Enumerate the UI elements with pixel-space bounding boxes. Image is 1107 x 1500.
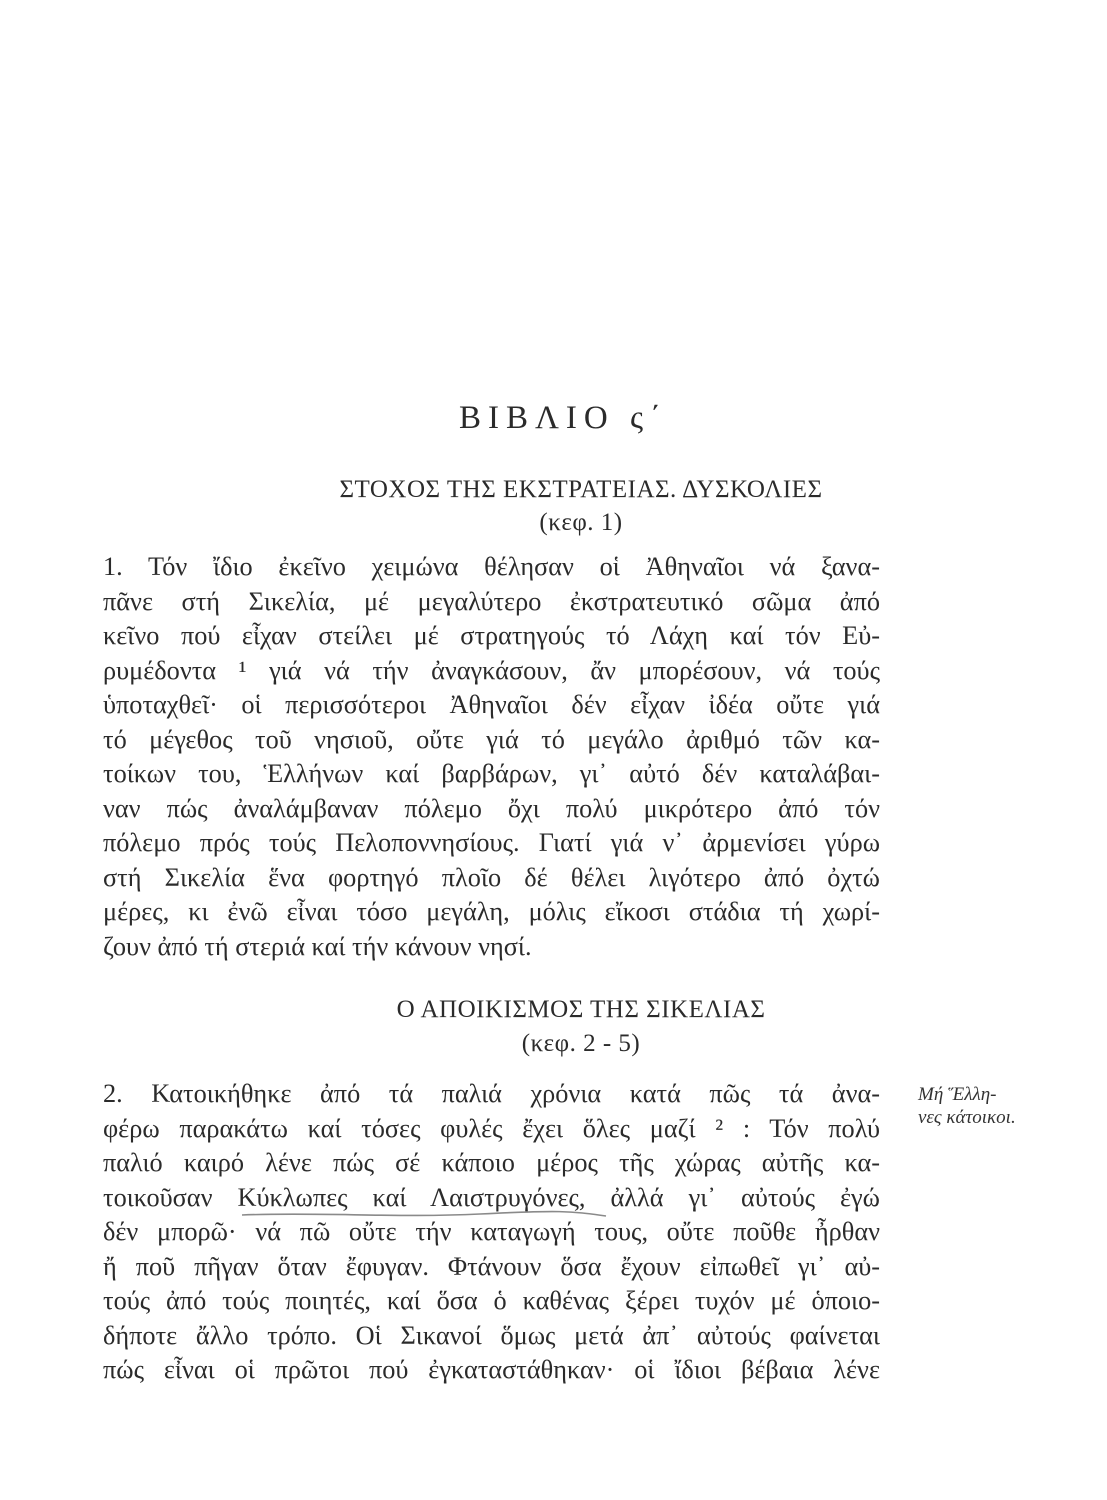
- margin-note: [918, 1083, 1068, 1129]
- section-chapter-ref: (κεφ. 2 - 5): [521, 1030, 641, 1057]
- text-line: πόλεμο πρός τούς Πελοποννησίους. Γιατί γιά ν᾽ ἀρμενίσει γύρω: [103, 828, 880, 857]
- margin-note-line: Μή Ἕλλη-: [918, 1084, 997, 1105]
- text-line: ὑποταχθεῖ· οἱ περισσότεροι Ἀθηναῖοι δέν εἶχαν ἰδέα οὔτε γιά: [103, 690, 880, 719]
- section-heading: ΣΤΟΧΟΣ ΤΗΣ ΕΚΣΤΡΑΤΕΙΑΣ. ΔΥΣΚΟΛΙΕΣ: [339, 476, 823, 503]
- text-line: ρυμέδοντα ¹ γιά νά τήν ἀναγκάσουν, ἄν μπορέσουν, νά τούς: [103, 655, 880, 685]
- text-line: παλιό καιρό λένε πώς σέ κάποιο μέρος τῆς χώρας αὐτῆς κα-: [103, 1148, 880, 1177]
- text-line: ναν πώς ἀναλάμβαναν πόλεμο ὄχι πολύ μικρότερο ἀπό τόν: [103, 793, 880, 823]
- text-line: πᾶνε στή Σικελία, μέ μεγαλύτερο ἐκστρατευτικό σῶμα ἀπό: [103, 586, 880, 616]
- text-line: μέρες, κι ἐνῶ εἶναι τόσο μεγάλη, μόλις εἴκοσι στάδια τή χωρί-: [103, 897, 880, 926]
- paragraph-1: [103, 550, 880, 964]
- text-line: 1. Τόν ἴδιο ἐκεῖνο χειμώνα θέλησαν οἱ Ἀθηναῖοι νά ξανα-: [103, 552, 880, 581]
- text-line: τοικοῦσαν Κύκλωπες καί Λαιστρυγόνες, ἀλλά γι᾽ αὐτούς ἐγώ: [103, 1182, 880, 1212]
- text-line: στή Σικελία ἕνα φορτηγό πλοῖο δέ θέλει λιγότερο ἀπό ὀχτώ: [103, 862, 880, 892]
- text-line: τό μέγεθος τοῦ νησιοῦ, οὔτε γιά τό μεγάλο ἀριθμό τῶν κα-: [103, 724, 880, 754]
- text-line: δήποτε ἄλλο τρόπο. Οἱ Σικανοί ὅμως μετά ἀπ᾽ αὐτούς φαίνεται: [103, 1320, 880, 1350]
- book-title: ΒΙΒΛΙΟ ς΄: [458, 400, 669, 436]
- margin-note-line: νες κάτοικοι.: [918, 1107, 1016, 1128]
- text-line: ζουν ἀπό τή στεριά καί τήν κάνουν νησί.: [103, 931, 532, 961]
- paragraph-2: [103, 1077, 880, 1388]
- text-line: πώς εἶναι οἱ πρῶτοι πού ἐγκαταστάθηκαν· οἱ ἴδιοι βέβαια λένε: [103, 1355, 880, 1384]
- pencil-underline: [240, 1209, 610, 1223]
- text-line: φέρω παρακάτω καί τόσες φυλές ἔχει ὅλες μαζί ² : Τόν πολύ: [103, 1113, 880, 1143]
- text-line: τοίκων του, Ἑλλήνων καί βαρβάρων, γι᾽ αὐτό δέν καταλάβαι-: [103, 759, 880, 788]
- section-chapter-ref: (κεφ. 1): [539, 509, 623, 536]
- text-line: 2. Κατοικήθηκε ἀπό τά παλιά χρόνια κατά πῶς τά ἀνα-: [103, 1079, 880, 1108]
- text-line: δέν μπορῶ· νά πῶ οὔτε τήν καταγωγή τους, οὔτε ποῦθε ἦρθαν: [103, 1217, 880, 1246]
- text-line: κεῖνο πού εἶχαν στείλει μέ στρατηγούς τό Λάχη καί τόν Εὐ-: [103, 621, 880, 650]
- text-line: τούς ἀπό τούς ποιητές, καί ὅσα ὁ καθένας ξέρει τυχόν μέ ὁποιο-: [103, 1286, 880, 1315]
- text-line: ἤ ποῦ πῆγαν ὅταν ἔφυγαν. Φτάνουν ὅσα ἔχουν εἰπωθεῖ γι᾽ αὐ-: [103, 1251, 880, 1281]
- section-heading: Ο ΑΠΟΙΚΙΣΜΟΣ ΤΗΣ ΣΙΚΕΛΙΑΣ: [396, 996, 766, 1023]
